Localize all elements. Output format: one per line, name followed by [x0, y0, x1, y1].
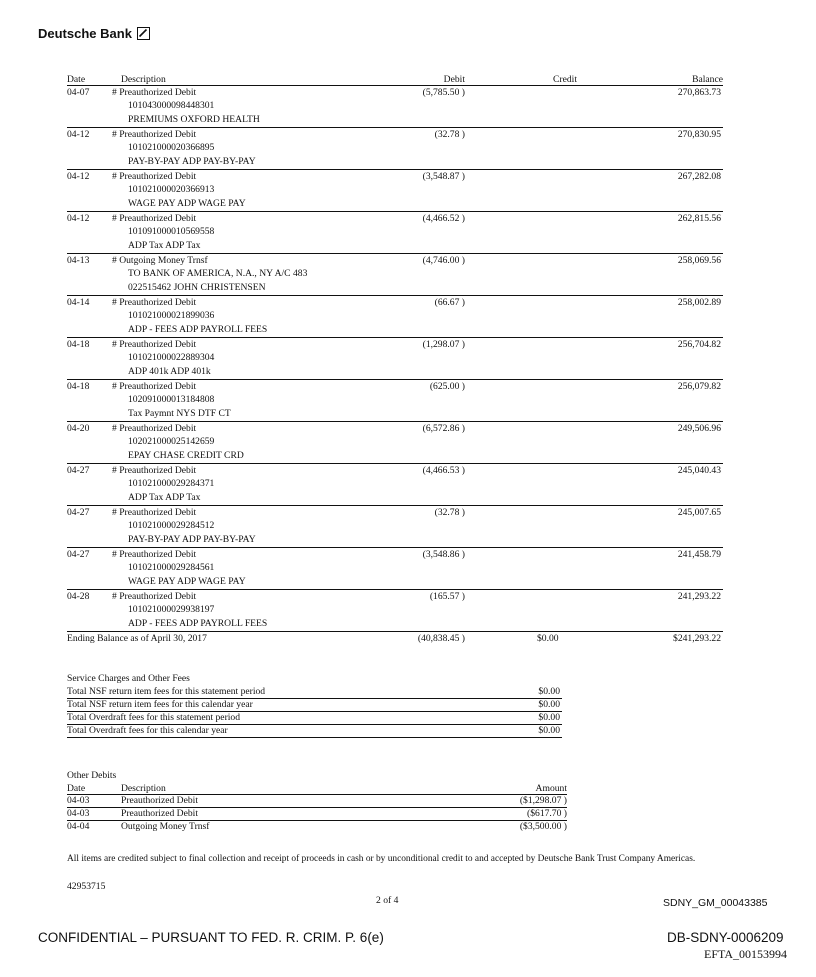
fees-title: Service Charges and Other Fees	[67, 673, 190, 684]
other-debits-title: Other Debits	[67, 770, 117, 781]
txn-description	[112, 548, 246, 588]
txn-description-line: ADP Tax ADP Tax	[128, 491, 201, 503]
txn-description-line: TO BANK OF AMERICA, N.A., NY A/C 483	[128, 268, 308, 280]
other-debits-list	[67, 795, 567, 833]
txn-debit: (4,746.00 )	[422, 255, 465, 266]
txn-debit: (6,572.86 )	[422, 423, 465, 434]
od-description: Preauthorized Debit	[121, 808, 198, 819]
txn-description-line: # Preauthorized Debit	[112, 465, 197, 476]
od-col-amount: Amount	[535, 783, 567, 794]
txn-description	[112, 128, 256, 168]
txn-description-line: Tax Paymnt NYS DTF CT	[128, 407, 231, 419]
fee-label: Total Overdraft fees for this statement period	[67, 712, 241, 723]
ending-debit: (40,838.45 )	[417, 633, 465, 644]
txn-date: 04-20	[67, 423, 90, 434]
transaction-row	[67, 590, 723, 632]
txn-date: 04-27	[67, 549, 90, 560]
txn-description-line: 101021000029938197	[128, 604, 215, 616]
fee-amount: $0.00	[538, 699, 560, 710]
brand-name: Deutsche Bank	[38, 26, 132, 41]
col-credit: Credit	[553, 74, 577, 85]
txn-debit: (4,466.52 )	[422, 213, 465, 224]
txn-date: 04-13	[67, 255, 90, 266]
txn-balance: 267,282.08	[677, 171, 721, 182]
col-balance: Balance	[692, 74, 723, 85]
txn-description-line: 101091000010569558	[128, 226, 215, 238]
fee-row	[67, 712, 562, 725]
txn-description	[112, 464, 214, 504]
txn-description-line: # Preauthorized Debit	[112, 213, 197, 224]
fee-amount: $0.00	[538, 712, 560, 723]
transaction-row	[67, 212, 723, 254]
txn-description-line: # Preauthorized Debit	[112, 171, 197, 182]
txn-debit: (165.57 )	[429, 591, 465, 602]
txn-date: 04-18	[67, 339, 90, 350]
bank-logo	[38, 26, 150, 41]
txn-debit: (4,466.53 )	[422, 465, 465, 476]
transactions-table	[67, 74, 723, 646]
txn-description-line: 101021000029284512	[128, 520, 215, 532]
disclaimer-text: All items are credited subject to final collection and receipt of proceeds in cash or by unconditional credit to and accepted by Deutsche Bank Trust Company Americas.	[67, 854, 696, 864]
col-description: Description	[121, 74, 166, 85]
txn-debit: (1,298.07 )	[422, 339, 465, 350]
od-description: Preauthorized Debit	[121, 795, 198, 806]
txn-date: 04-12	[67, 171, 90, 182]
other-debits-section	[67, 769, 567, 833]
txn-description-line: 101021000021899036	[128, 310, 215, 322]
txn-description	[112, 86, 260, 126]
page-number: 2 of 4	[376, 895, 399, 906]
od-date: 04-03	[67, 795, 90, 806]
txn-description-line: 101043000098448301	[128, 100, 215, 112]
fee-row	[67, 725, 562, 738]
other-debits-header	[67, 783, 567, 795]
txn-debit: (3,548.86 )	[422, 549, 465, 560]
fee-amount: $0.00	[538, 725, 560, 736]
txn-balance: 256,079.82	[677, 381, 721, 392]
txn-debit: (32.78 )	[434, 129, 465, 140]
txn-description-line: ADP 401k ADP 401k	[128, 365, 211, 377]
txn-description-line: ADP - FEES ADP PAYROLL FEES	[128, 323, 268, 335]
fee-amount: $0.00	[538, 686, 560, 697]
txn-debit: (32.78 )	[434, 507, 465, 518]
txn-date: 04-28	[67, 591, 90, 602]
transaction-row	[67, 422, 723, 464]
txn-description-line: WAGE PAY ADP WAGE PAY	[128, 197, 246, 209]
txn-debit: (5,785.50 )	[422, 87, 465, 98]
od-amount: ($1,298.07 )	[519, 795, 567, 806]
transaction-row	[67, 548, 723, 590]
col-debit: Debit	[443, 74, 465, 85]
od-date: 04-04	[67, 821, 90, 832]
txn-date: 04-27	[67, 465, 90, 476]
txn-date: 04-27	[67, 507, 90, 518]
txn-description-line: ADP - FEES ADP PAYROLL FEES	[128, 617, 268, 629]
fees-list	[67, 686, 562, 738]
ending-credit: $0.00	[537, 633, 559, 644]
txn-debit: (3,548.87 )	[422, 171, 465, 182]
txn-description-line: # Preauthorized Debit	[112, 339, 197, 350]
txn-description	[112, 170, 246, 210]
txn-balance: 270,863.73	[677, 87, 721, 98]
txn-description	[112, 296, 267, 336]
txn-description-line: 101021000022889304	[128, 352, 215, 364]
txn-balance: 258,002.89	[677, 297, 721, 308]
transaction-row	[67, 296, 723, 338]
other-debit-row	[67, 795, 567, 808]
txn-description-line: 101021000020366895	[128, 142, 215, 154]
od-amount: ($617.70 )	[527, 808, 567, 819]
txn-balance: 241,458.79	[677, 549, 721, 560]
od-date: 04-03	[67, 808, 90, 819]
fee-row	[67, 699, 562, 712]
txn-date: 04-07	[67, 87, 90, 98]
txn-description-line: EPAY CHASE CREDIT CRD	[128, 449, 244, 461]
fee-label: Total NSF return item fees for this statement period	[67, 686, 266, 697]
txn-debit: (66.67 )	[434, 297, 465, 308]
transactions-header	[67, 74, 723, 86]
txn-date: 04-14	[67, 297, 90, 308]
txn-date: 04-18	[67, 381, 90, 392]
txn-description-line: # Outgoing Money Trnsf	[112, 255, 208, 266]
txn-description	[112, 338, 214, 378]
transaction-row	[67, 380, 723, 422]
fees-section	[67, 672, 562, 738]
od-col-date: Date	[67, 783, 86, 794]
efta-number: EFTA_00153994	[704, 947, 788, 961]
txn-description-line: 101021000029284371	[128, 478, 215, 490]
txn-balance: 270,830.95	[677, 129, 721, 140]
txn-description-line: 102021000025142659	[128, 436, 215, 448]
txn-description-line: # Preauthorized Debit	[112, 381, 197, 392]
other-debit-row	[67, 808, 567, 821]
txn-description-line: # Preauthorized Debit	[112, 507, 197, 518]
fee-row	[67, 686, 562, 699]
txn-description-line: # Preauthorized Debit	[112, 549, 197, 560]
txn-description-line: 022515462 JOHN CHRISTENSEN	[128, 281, 266, 293]
fee-label: Total Overdraft fees for this calendar year	[67, 725, 228, 736]
ending-balance: $241,293.22	[673, 633, 721, 644]
transaction-row	[67, 506, 723, 548]
other-debit-row	[67, 821, 567, 833]
txn-balance: 241,293.22	[677, 591, 721, 602]
txn-description-line: # Preauthorized Debit	[112, 129, 197, 140]
txn-description	[112, 254, 307, 294]
transaction-row	[67, 254, 723, 296]
bates-sdny: SDNY_GM_00043385	[663, 897, 768, 909]
transactions-body	[67, 86, 723, 632]
txn-description-line: PAY-BY-PAY ADP PAY-BY-PAY	[128, 533, 256, 545]
col-date: Date	[67, 74, 86, 85]
txn-description-line: # Preauthorized Debit	[112, 87, 197, 98]
fee-label: Total NSF return item fees for this calendar year	[67, 699, 253, 710]
txn-balance: 245,007.65	[677, 507, 721, 518]
txn-balance: 258,069.56	[677, 255, 721, 266]
od-col-description: Description	[121, 783, 166, 794]
transaction-row	[67, 170, 723, 212]
txn-description-line: PREMIUMS OXFORD HEALTH	[128, 113, 260, 125]
txn-description-line: WAGE PAY ADP WAGE PAY	[128, 575, 246, 587]
txn-description-line: 102091000013184808	[128, 394, 215, 406]
txn-balance: 262,815.56	[677, 213, 721, 224]
document-id: 42953715	[67, 881, 106, 892]
txn-description	[112, 590, 267, 630]
txn-description	[112, 212, 214, 252]
od-amount: ($3,500.00 )	[519, 821, 567, 832]
txn-description	[112, 380, 231, 420]
txn-description-line: 101021000020366913	[128, 184, 215, 196]
txn-description-line: # Preauthorized Debit	[112, 591, 197, 602]
ending-label: Ending Balance as of April 30, 2017	[67, 633, 207, 644]
txn-description-line: PAY-BY-PAY ADP PAY-BY-PAY	[128, 155, 256, 167]
transaction-row	[67, 338, 723, 380]
txn-debit: (625.00 )	[429, 381, 465, 392]
txn-date: 04-12	[67, 129, 90, 140]
confidential-notice: CONFIDENTIAL – PURSUANT TO FED. R. CRIM. P. 6(e)	[38, 930, 384, 945]
transaction-row	[67, 128, 723, 170]
txn-balance: 245,040.43	[677, 465, 721, 476]
txn-description-line: 101021000029284561	[128, 562, 215, 574]
transaction-row	[67, 464, 723, 506]
txn-balance: 249,506.96	[677, 423, 721, 434]
ending-balance-row	[67, 632, 723, 646]
txn-balance: 256,704.82	[677, 339, 721, 350]
od-description: Outgoing Money Trnsf	[121, 821, 210, 832]
txn-description-line: # Preauthorized Debit	[112, 297, 197, 308]
slash-logo-icon	[137, 27, 150, 40]
txn-description-line: # Preauthorized Debit	[112, 423, 197, 434]
bates-db: DB-SDNY-0006209	[667, 930, 784, 945]
txn-description	[112, 506, 256, 546]
transaction-row	[67, 86, 723, 128]
txn-description	[112, 422, 244, 462]
txn-description-line: ADP Tax ADP Tax	[128, 239, 201, 251]
txn-date: 04-12	[67, 213, 90, 224]
